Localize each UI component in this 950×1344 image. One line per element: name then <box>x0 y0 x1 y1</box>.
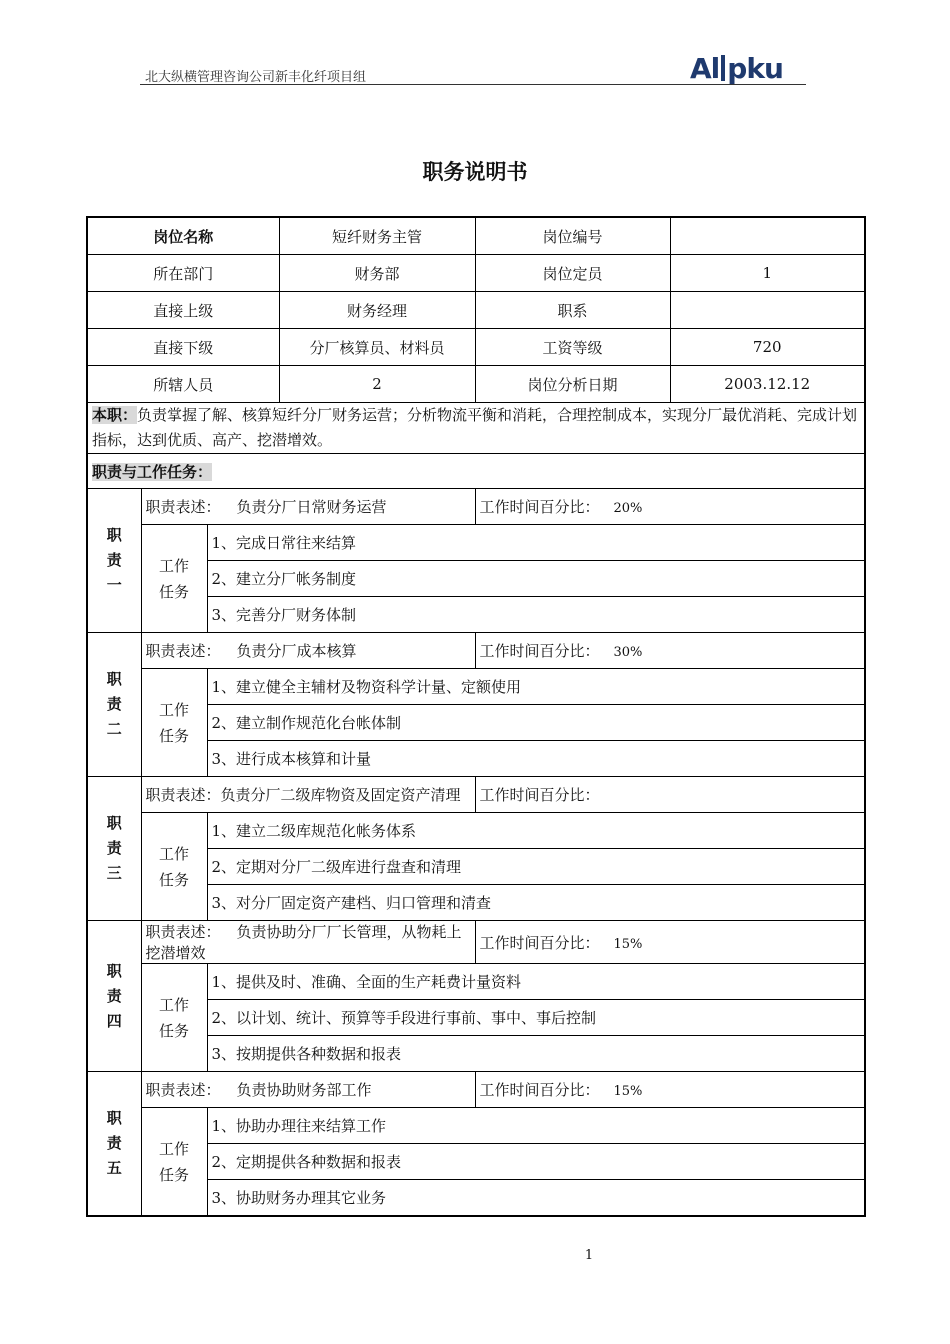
info-value: 2 <box>279 366 475 403</box>
job-summary <box>87 403 865 454</box>
duty-3-time-percentage: 工作时间百分比： <box>475 777 865 813</box>
task-row <box>87 525 865 561</box>
duty-2-label: 职 责 二 <box>87 633 141 777</box>
info-label: 直接下级 <box>87 329 279 366</box>
task-item: 1、协助办理往来结算工作 <box>207 1108 865 1144</box>
task-item: 3、完善分厂财务体制 <box>207 597 865 633</box>
job-description-table <box>86 216 866 1217</box>
duty-5-time-percentage: 工作时间百分比： 15% <box>475 1072 865 1108</box>
info-row-3 <box>87 292 865 329</box>
task-item: 1、建立健全主辅材及物资科学计量、定额使用 <box>207 669 865 705</box>
info-value: 分厂核算员、材料员 <box>279 329 475 366</box>
task-item: 3、协助财务办理其它业务 <box>207 1180 865 1217</box>
info-label: 直接上级 <box>87 292 279 329</box>
task-item: 3、按期提供各种数据和报表 <box>207 1036 865 1072</box>
header-organization: 北大纵横管理咨询公司新丰化纤项目组 <box>145 70 367 85</box>
task-item: 2、建立制作规范化台帐体制 <box>207 705 865 741</box>
info-row-1 <box>87 217 865 255</box>
summary-text: 负责掌握了解、核算短纤分厂财务运营；分析物流平衡和消耗，合理控制成本，实现分厂最优消耗、完成计划指标，达到优质、高产、挖潜增效。 <box>92 406 858 449</box>
work-task-label: 工作 任务 <box>141 669 207 777</box>
info-label: 所在部门 <box>87 255 279 292</box>
duties-header-cell <box>87 454 865 489</box>
info-label: 岗位定员 <box>475 255 670 292</box>
info-value: 1 <box>670 255 865 292</box>
info-label: 岗位编号 <box>475 217 670 255</box>
info-row-5 <box>87 366 865 403</box>
info-value: 720 <box>670 329 865 366</box>
duty-3-label: 职 责 三 <box>87 777 141 921</box>
task-item: 2、定期提供各种数据和报表 <box>207 1144 865 1180</box>
info-label: 岗位名称 <box>87 217 279 255</box>
task-item: 2、定期对分厂二级库进行盘查和清理 <box>207 849 865 885</box>
info-row-2 <box>87 255 865 292</box>
info-label: 所辖人员 <box>87 366 279 403</box>
duties-header: 职责与工作任务： <box>92 462 213 481</box>
info-value <box>670 217 865 255</box>
task-row <box>87 669 865 705</box>
task-row <box>87 964 865 1000</box>
info-value: 短纤财务主管 <box>279 217 475 255</box>
task-row <box>87 813 865 849</box>
duty-2-description: 职责表述： 负责分厂成本核算 <box>141 633 475 669</box>
task-item: 3、对分厂固定资产建档、归口管理和清查 <box>207 885 865 921</box>
duty-4-label: 职 责 四 <box>87 921 141 1072</box>
duty-5-desc-row <box>87 1072 865 1108</box>
task-item: 1、提供及时、准确、全面的生产耗费计量资料 <box>207 964 865 1000</box>
duty-3-desc-row <box>87 777 865 813</box>
company-logo: Al pku <box>690 52 783 85</box>
job-summary-row <box>87 403 865 454</box>
work-task-label: 工作 任务 <box>141 964 207 1072</box>
task-item: 1、完成日常往来结算 <box>207 525 865 561</box>
duty-2-desc-row <box>87 633 865 669</box>
task-item: 2、以计划、统计、预算等手段进行事前、事中、事后控制 <box>207 1000 865 1036</box>
info-label: 工资等级 <box>475 329 670 366</box>
work-task-label: 工作 任务 <box>141 525 207 633</box>
task-item: 3、进行成本核算和计量 <box>207 741 865 777</box>
work-task-label: 工作 任务 <box>141 1108 207 1217</box>
page-number: 1 <box>584 1248 594 1263</box>
duty-1-description: 职责表述： 负责分厂日常财务运营 <box>141 489 475 525</box>
document-title: 职务说明书 <box>422 160 528 184</box>
duty-1-label: 职 责 一 <box>87 489 141 633</box>
info-value: 财务经理 <box>279 292 475 329</box>
duty-3-description: 职责表述：负责分厂二级库物资及固定资产清理 <box>141 777 475 813</box>
duty-1-time-percentage: 工作时间百分比： 20% <box>475 489 865 525</box>
task-item: 1、建立二级库规范化帐务体系 <box>207 813 865 849</box>
duty-4-desc-row <box>87 921 865 964</box>
duty-5-description: 职责表述： 负责协助财务部工作 <box>141 1072 475 1108</box>
duty-4-description: 职责表述： 负责协助分厂厂长管理，从物耗上挖潜增效 <box>141 921 475 964</box>
info-row-4 <box>87 329 865 366</box>
task-item: 2、建立分厂帐务制度 <box>207 561 865 597</box>
info-label: 职系 <box>475 292 670 329</box>
duty-1-desc-row <box>87 489 865 525</box>
work-task-label: 工作 任务 <box>141 813 207 921</box>
duty-4-time-percentage: 工作时间百分比： 15% <box>475 921 865 964</box>
duty-2-time-percentage: 工作时间百分比： 30% <box>475 633 865 669</box>
info-value <box>670 292 865 329</box>
info-value: 2003.12.12 <box>670 366 865 403</box>
info-value: 财务部 <box>279 255 475 292</box>
duty-5-label: 职 责 五 <box>87 1072 141 1217</box>
summary-label: 本职： <box>92 406 138 424</box>
duties-header-row <box>87 454 865 489</box>
task-row <box>87 1108 865 1144</box>
info-label: 岗位分析日期 <box>475 366 670 403</box>
